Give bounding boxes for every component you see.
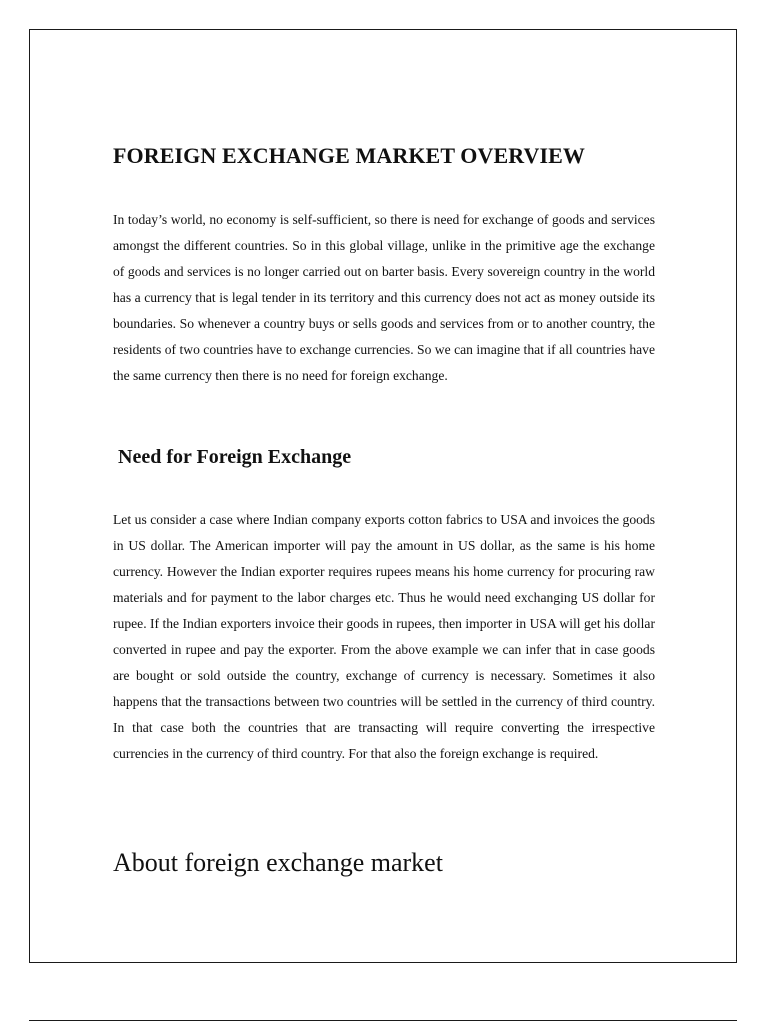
about-foreign-exchange-market-heading: About foreign exchange market	[113, 848, 443, 877]
need-paragraph: Let us consider a case where Indian company exports cotton fabrics to USA and invoices the goods in US dollar. The American importer will pay the amount in US dollar, as the same is his home currency. However the Indian exporter requires rupees means his home currency for procuring raw materials and for payment to the labor charges etc. Thus he would need exchanging US dollar for rupee. If the Indian exporters invoice their goods in rupees, then importer in USA will get his dollar converted in rupee and pay the exporter. From the above example we can infer that in case goods are bought or sold outside the country, exchange of currency is necessary. Sometimes it also happens that the transactions between two countries will be settled in the currency of third country. In that case both the countries that are transacting will require converting the irrespective currencies in the currency of third country. For that also the foreign exchange is required.	[113, 512, 655, 761]
intro-paragraph: In today’s world, no economy is self-sufficient, so there is need for exchange of goods and services amongst the different countries. So in this global village, unlike in the primitive age the exchange of goods and services is no longer carried out on barter basis. Every sovereign country in the world has a currency that is legal tender in its territory and this currency does not act as money outside its boundaries. So whenever a country buys or sells goods and services from or to another country, the residents of two countries have to exchange currencies. So we can imagine that if all countries have the same currency then there is no need for foreign exchange.	[113, 212, 655, 383]
next-page-top-border	[29, 1020, 737, 1021]
page-frame	[29, 29, 737, 963]
document-title: FOREIGN EXCHANGE MARKET OVERVIEW	[113, 143, 586, 168]
need-for-foreign-exchange-heading: Need for Foreign Exchange	[118, 446, 352, 468]
